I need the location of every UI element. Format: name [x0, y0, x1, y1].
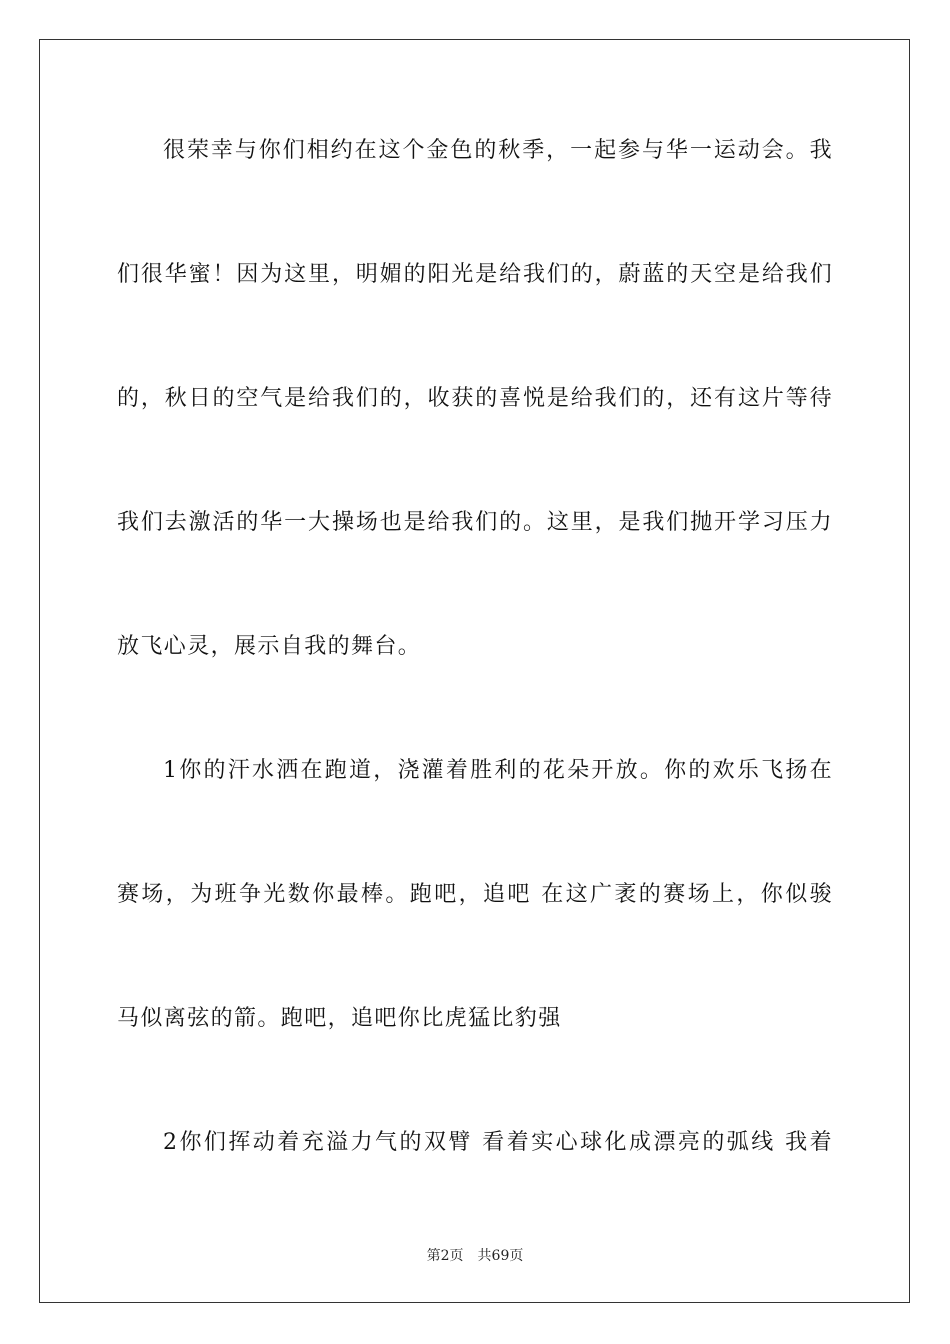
paragraph-3-line-1: 2你们挥动着充溢力气的双臂 看着实心球化成漂亮的弧线 我着 [163, 1130, 833, 1155]
page-footer [0, 1247, 950, 1265]
page-number: 第2页 [426, 1248, 464, 1264]
paragraph-2-line-3: 马似离弦的箭。跑吧，追吧你比虎猛比豹强 [117, 1006, 562, 1031]
paragraph-1-line-5: 放飞心灵，展示自我的舞台。 [117, 634, 422, 659]
page-frame [39, 39, 910, 1303]
total-pages: 共69页 [477, 1248, 524, 1264]
paragraph-1-line-3: 的，秋日的空气是给我们的，收获的喜悦是给我们的，还有这片等待 [117, 386, 833, 411]
paragraph-2-line-1: 1你的汗水洒在跑道，浇灌着胜利的花朵开放。你的欢乐飞扬在 [163, 758, 833, 783]
paragraph-2-line-2: 赛场，为班争光数你最棒。跑吧，追吧 在这广袤的赛场上，你似骏 [117, 882, 833, 907]
paragraph-1-line-4: 我们去激活的华一大操场也是给我们的。这里，是我们抛开学习压力 [117, 510, 833, 535]
paragraph-1-line-2: 们很华蜜！因为这里，明媚的阳光是给我们的，蔚蓝的天空是给我们 [117, 262, 833, 287]
paragraph-1-line-1: 很荣幸与你们相约在这个金色的秋季，一起参与华一运动会。我 [163, 138, 833, 163]
